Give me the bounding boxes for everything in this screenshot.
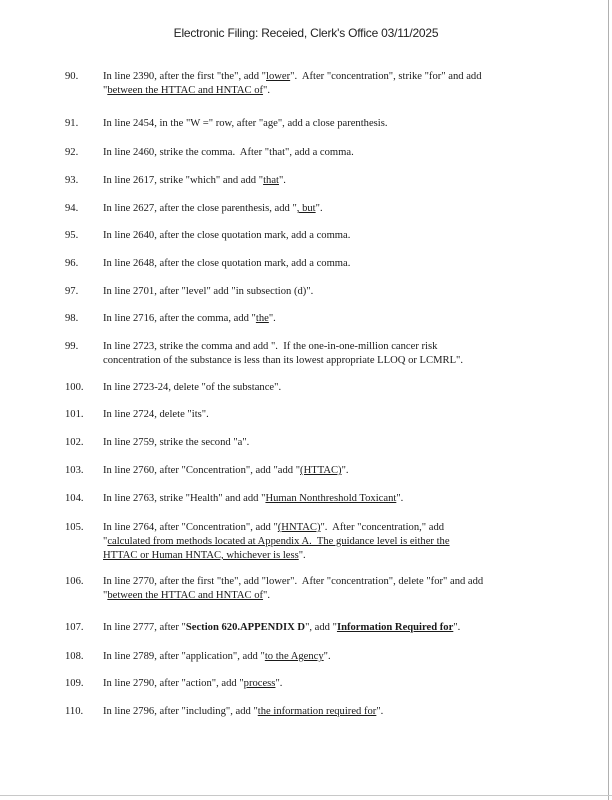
item-text-line [103,621,543,635]
item-text [103,521,543,563]
item-number: 90. [65,71,79,82]
underlined-insertion: to the Agency [264,651,324,662]
text-segment: ". [263,85,271,96]
item-text [103,340,543,368]
item-text [103,229,543,243]
text-segment: ". [341,465,349,476]
item-text [103,436,543,450]
item-text [103,677,543,691]
item-text-line [103,535,543,549]
item-text-line [103,340,543,354]
text-segment: " [103,85,108,96]
text-segment: ", add " [305,622,337,633]
item-number: 94. [65,203,79,214]
item-number: 93. [65,175,79,186]
item-text [103,146,543,160]
item-text-line [103,650,543,664]
item-number: 109. [65,678,84,689]
item-text [103,174,543,188]
text-segment: ". [298,550,306,561]
item-text [103,408,543,422]
text-segment: ". [396,493,404,504]
text-segment: ". [268,313,276,324]
underlined-insertion: , but [296,203,316,214]
item-text [103,70,543,98]
item-number: 100. [65,382,84,393]
text-segment: ". [263,590,271,601]
text-segment: In line 2777, after " [103,622,186,633]
item-number: 99. [65,341,79,352]
item-number: 105. [65,522,84,533]
text-segment: In line 2724, delete "its". [103,409,209,420]
item-number: 98. [65,313,79,324]
text-segment: ". [275,678,283,689]
text-segment: In line 2789, after "application", add " [103,651,265,662]
item-text-line [103,492,543,506]
text-segment: " [103,536,108,547]
text-segment: In line 2764, after "Concentration", add " [103,522,278,533]
item-number: 108. [65,651,84,662]
text-segment: In line 2460, strike the comma. After "that", add a comma. [103,147,354,158]
text-segment: In line 2723-24, delete "of the substance". [103,382,282,393]
text-segment: In line 2454, in the "W =" row, after "age", add a close parenthesis. [103,118,388,129]
text-segment: In line 2770, after the first "the", add "lower". After "concentration", delete "for" and add [103,576,484,587]
item-text-line [103,549,543,563]
text-segment: In line 2759, strike the second "a". [103,437,250,448]
text-segment: In line 2760, after "Concentration", add "add " [103,465,301,476]
item-number: 106. [65,576,84,587]
text-segment: ". [323,651,331,662]
item-text [103,650,543,664]
page-bottom-line [0,795,612,796]
item-text-line [103,521,543,535]
item-number: 107. [65,622,84,633]
item-number: 92. [65,147,79,158]
item-text-line [103,117,543,131]
text-segment: In line 2763, strike "Health" and add " [103,493,266,504]
text-segment: " [103,590,108,601]
item-text-line [103,381,543,395]
text-segment: ". [278,175,286,186]
underlined-insertion: lower [266,71,291,82]
item-text-line [103,408,543,422]
item-text [103,705,543,719]
item-text [103,202,543,216]
item-text [103,117,543,131]
item-text-line [103,146,543,160]
item-number: 103. [65,465,84,476]
item-text [103,464,543,478]
underlined-insertion: the [255,313,269,324]
item-text [103,285,543,299]
text-segment: In line 2701, after "level" add "in subsection (d)". [103,286,314,297]
item-text-line [103,575,543,589]
text-segment: ". [376,706,384,717]
text-segment: In line 2796, after "including", add " [103,706,258,717]
underlined-insertion: (HNTAC) [277,522,321,533]
item-text-line [103,589,543,603]
text-segment: ". After "concentration," add [320,522,445,533]
text-segment: In line 2390, after the first "the", add " [103,71,267,82]
item-text [103,257,543,271]
item-text-line [103,312,543,326]
item-number: 110. [65,706,84,717]
underlined-insertion: (HTTAC) [300,465,342,476]
item-text [103,381,543,395]
underlined-insertion: Human Nonthreshold Toxicant [265,493,397,504]
underlined-insertion: calculated from methods located at Appendix A. The guidance level is either the [107,536,450,547]
underlined-insertion: between the HTTAC and HNTAC of [107,590,264,601]
text-segment: concentration of the substance is less than its lowest appropriate LLOQ or LCMRL". [103,355,464,366]
underlined-insertion: HTTAC or Human HNTAC, whichever is less [103,550,299,561]
item-text-line [103,677,543,691]
underlined-insertion: between the HTTAC and HNTAC of [107,85,264,96]
item-text [103,575,543,603]
item-text-line [103,229,543,243]
item-number: 95. [65,230,79,241]
text-segment: ". [453,622,461,633]
item-text [103,492,543,506]
text-segment: ". [315,203,323,214]
text-segment: In line 2617, strike "which" and add " [103,175,264,186]
filing-stamp-header: Electronic Filing: Receied, Clerk's Office 03/11/2025 [173,26,439,40]
page-edge-line [608,0,609,800]
item-text-line [103,84,543,98]
item-text-line [103,285,543,299]
underlined-insertion: process [243,678,276,689]
text-segment: In line 2716, after the comma, add " [103,313,256,324]
underlined-insertion: Information Required for [336,622,454,633]
underlined-insertion: the information required for [257,706,377,717]
item-text-line [103,70,543,84]
item-number: 96. [65,258,79,269]
text-segment: In line 2790, after "action", add " [103,678,244,689]
item-text [103,312,543,326]
item-number: 101. [65,409,84,420]
item-text-line [103,174,543,188]
text-segment: In line 2627, after the close parenthesis, add " [103,203,297,214]
text-segment: In line 2640, after the close quotation mark, add a comma. [103,230,351,241]
underlined-insertion: that [263,175,279,186]
item-text-line [103,464,543,478]
item-number: 102. [65,437,84,448]
item-text-line [103,257,543,271]
item-text-line [103,202,543,216]
item-number: 97. [65,286,79,297]
text-segment: Section 620.APPENDIX D [185,622,306,633]
item-text-line [103,705,543,719]
text-segment: In line 2648, after the close quotation mark, add a comma. [103,258,351,269]
item-text-line [103,436,543,450]
text-segment: ". After "concentration", strike "for" and add [290,71,482,82]
item-text-line [103,354,543,368]
item-number: 91. [65,118,79,129]
item-text [103,621,543,635]
item-number: 104. [65,493,84,504]
text-segment: In line 2723, strike the comma and add ". If the one-in-one-million cancer risk [103,341,438,352]
